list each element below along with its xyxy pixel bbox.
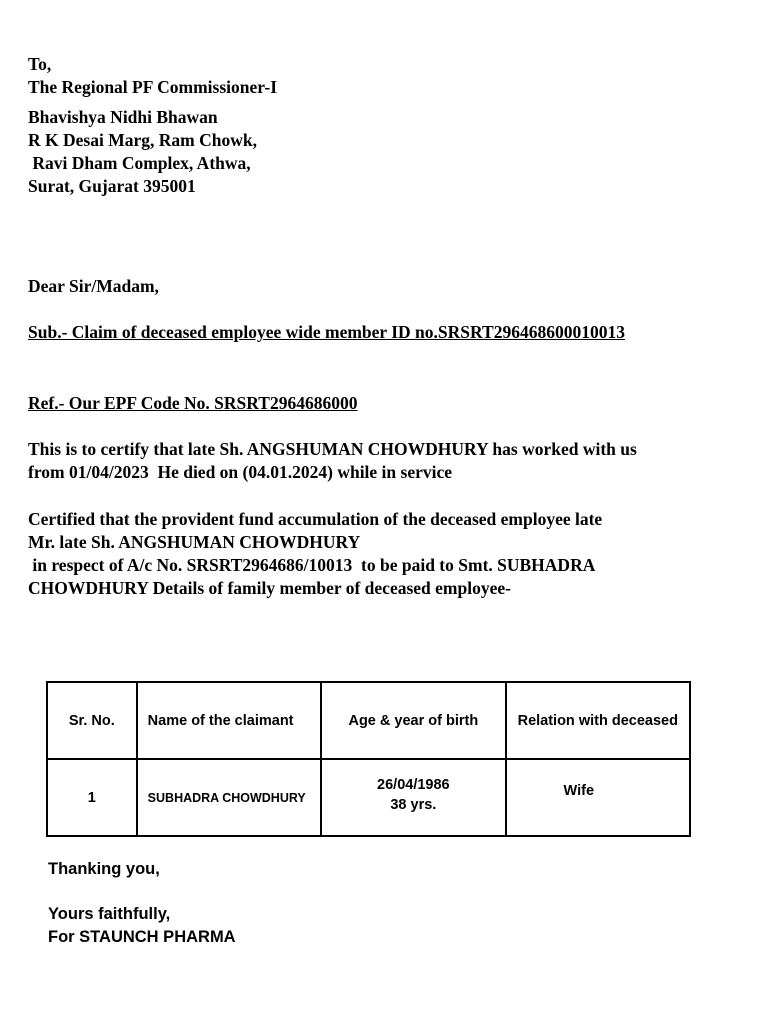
header-claimant-name: Name of the claimant [137, 682, 321, 759]
salutation-to: To, [28, 54, 52, 74]
cell-age: 38 yrs. [390, 796, 437, 813]
table-header-row [47, 682, 690, 759]
header-sr-no: Sr. No. [47, 682, 137, 759]
greeting: Dear Sir/Madam, [28, 276, 159, 296]
address-line-2: R K Desai Marg, Ram Chowk, [28, 130, 257, 150]
paragraph1-line-2: from 01/04/2023 He died on (04.01.2024) while in service [28, 462, 453, 482]
table-row [47, 759, 690, 836]
closing-sign-off: Yours faithfully, [48, 905, 171, 923]
closing-thanks: Thanking you, [48, 860, 160, 878]
cell-age-dob [321, 759, 505, 836]
header-age-year-of-birth: Age & year of birth [321, 682, 505, 759]
closing-company: For STAUNCH PHARMA [48, 928, 236, 946]
paragraph1-line-1: This is to certify that late Sh. ANGSHUMAN CHOWDHURY has worked with us [28, 439, 637, 459]
recipient-title: The Regional PF Commissioner-I [28, 77, 278, 97]
cell-relation-text: Wife [563, 782, 595, 799]
address-line-4: Surat, Gujarat 395001 [28, 176, 196, 196]
cell-sr-no: 1 [47, 759, 137, 836]
reference-line: Ref.- Our EPF Code No. SRSRT2964686000 [28, 393, 358, 413]
address-line-3: Ravi Dham Complex, Athwa, [28, 153, 251, 173]
paragraph2-line-2: Mr. late Sh. ANGSHUMAN CHOWDHURY [28, 532, 361, 552]
paragraph2-line-4: CHOWDHURY Details of family member of deceased employee- [28, 578, 511, 598]
paragraph2-line-1: Certified that the provident fund accumulation of the deceased employee late [28, 509, 603, 529]
cell-relation [506, 759, 690, 836]
header-relation: Relation with deceased [506, 682, 690, 759]
cell-dob: 26/04/1986 [377, 776, 450, 793]
subject-line: Sub.- Claim of deceased employee wide member ID no.SRSRT296468600010013 [28, 322, 625, 342]
cell-claimant-name: SUBHADRA CHOWDHURY [137, 759, 321, 836]
claimant-table [46, 681, 691, 837]
paragraph2-line-3: in respect of A/c No. SRSRT2964686/10013 to be paid to Smt. SUBHADRA [28, 555, 596, 575]
address-line-1: Bhavishya Nidhi Bhawan [28, 107, 218, 127]
